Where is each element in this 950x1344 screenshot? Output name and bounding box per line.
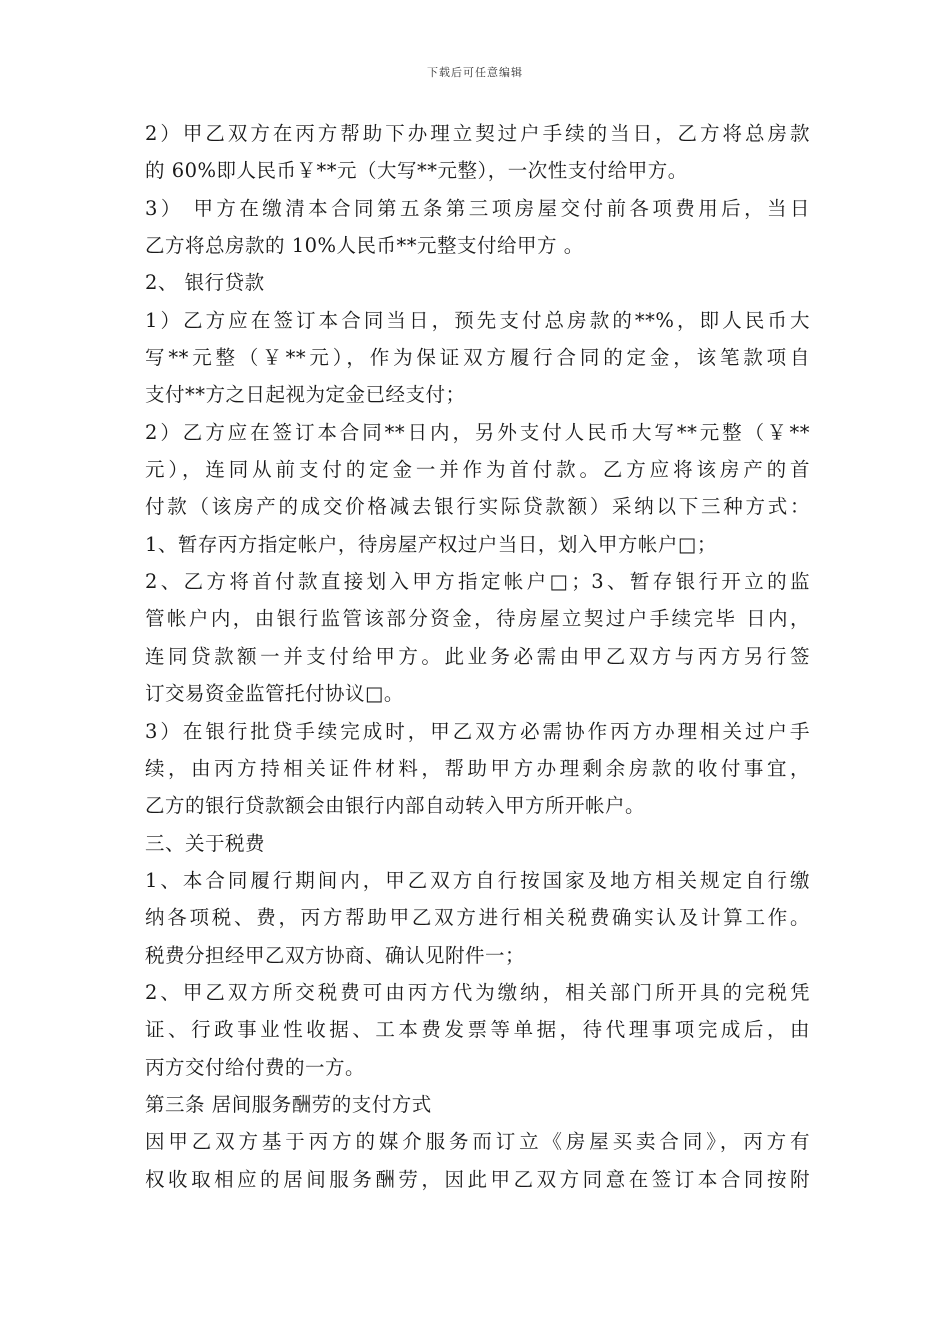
text-line: 1）乙方应在签订本合同当日，预先支付总房款的**%，即人民币大 bbox=[145, 308, 810, 332]
text-line: 权收取相应的居间服务酬劳，因此甲乙双方同意在签订本合同按附 bbox=[145, 1167, 810, 1191]
text-line: 2、甲乙双方所交税费可由丙方代为缴纳，相关部门所开具的完税凭 bbox=[145, 980, 810, 1004]
text-line: 的 60%即人民币￥**元（大写**元整），一次性支付给甲方。 bbox=[145, 159, 688, 183]
text-line: 丙方交付给付费的一方。 bbox=[145, 1055, 366, 1079]
text-line: 纳各项税、费，丙方帮助甲乙双方进行相关税费确实认及计算工作。 bbox=[145, 906, 810, 930]
text-line: 2、乙方将首付款直接划入甲方指定帐户□；3、暂存银行开立的监 bbox=[145, 570, 810, 594]
text-line: 证、行政事业性收据、工本费发票等单据，待代理事项完成后，由 bbox=[145, 1018, 810, 1042]
text-line: 1、暂存丙方指定帐户，待房屋产权过户当日，划入甲方帐户□； bbox=[145, 532, 717, 556]
text-line: 2）乙方应在签订本合同**日内，另外支付人民币大写**元整（￥** bbox=[145, 420, 810, 444]
text-line: 1、本合同履行期间内，甲乙双方自行按国家及地方相关规定自行缴 bbox=[145, 868, 810, 892]
text-line: 管帐户内，由银行监管该部分资金，待房屋立契过户手续完毕 日内， bbox=[145, 607, 810, 631]
text-line: 支付**方之日起视为定金已经支付； bbox=[145, 383, 466, 407]
text-line: 因甲乙双方基于丙方的媒介服务而订立《房屋买卖合同》，丙方有 bbox=[145, 1130, 810, 1154]
text-line: 乙方的银行贷款额会由银行内部自动转入甲方所开帐户。 bbox=[145, 794, 646, 818]
text-line: 元），连同从前支付的定金一并作为首付款。乙方应将该房产的首 bbox=[145, 458, 810, 482]
text-line: 3） 甲方在缴清本合同第五条第三项房屋交付前各项费用后，当日 bbox=[145, 196, 810, 220]
text-line: 三、关于税费 bbox=[145, 831, 266, 855]
document-body bbox=[145, 115, 810, 1198]
text-line: 订交易资金监管托付协议□。 bbox=[145, 682, 404, 706]
text-line: 税费分担经甲乙双方协商、确认见附件一； bbox=[145, 943, 526, 967]
text-line: 续，由丙方持相关证件材料，帮助甲方办理剩余房款的收付事宜， bbox=[145, 756, 810, 780]
text-line: 2）甲乙双方在丙方帮助下办理立契过户手续的当日，乙方将总房款 bbox=[145, 122, 810, 145]
text-line: 连同贷款额一并支付给甲方。此业务必需由甲乙双方与丙方另行签 bbox=[145, 644, 810, 668]
text-line: 3）在银行批贷手续完成时，甲乙双方必需协作丙方办理相关过户手 bbox=[145, 719, 810, 743]
text-line: 付款（该房产的成交价格减去银行实际贷款额）采纳以下三种方式： bbox=[145, 495, 810, 519]
page-header: 下载后可任意编辑 bbox=[427, 66, 523, 79]
text-line: 乙方将总房款的 10%人民币**元整支付给甲方 。 bbox=[145, 234, 584, 258]
text-line: 写**元整（￥**元），作为保证双方履行合同的定金，该笔款项自 bbox=[145, 346, 810, 370]
text-line: 2、 银行贷款 bbox=[145, 271, 265, 295]
text-line: 第三条 居间服务酬劳的支付方式 bbox=[145, 1092, 432, 1116]
